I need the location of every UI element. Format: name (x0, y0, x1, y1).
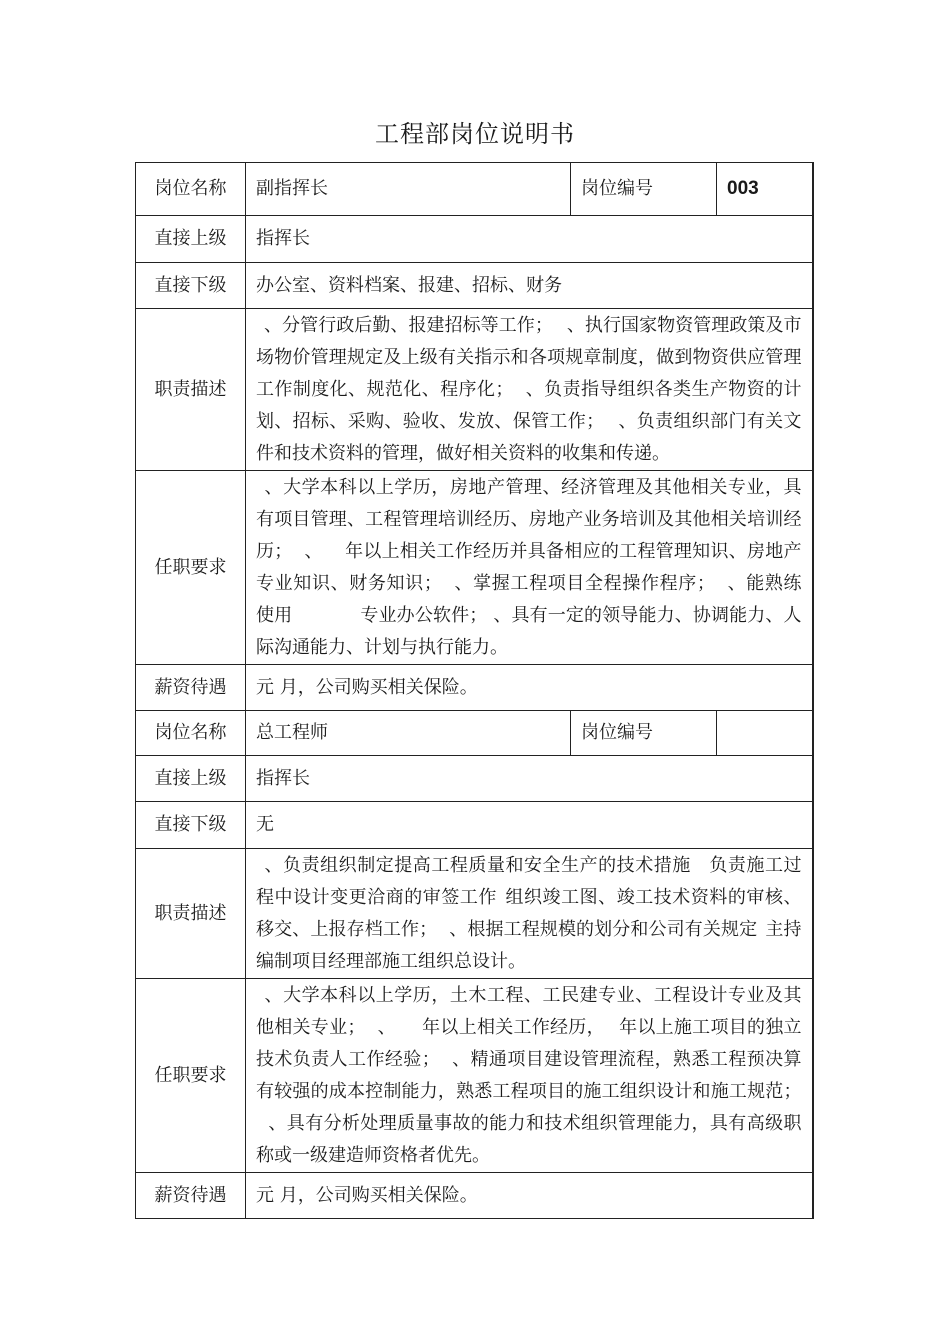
row-subordinate-1 (136, 263, 813, 309)
requirement-item: 年以上相关工作经历并具备相应的工程管理知识、房地产专业知识、财务知识； (256, 540, 802, 594)
row-duties-2 (136, 849, 813, 979)
post-code-value (717, 711, 813, 756)
label-salary: 薪资待遇 (136, 665, 246, 711)
superior-value: 指挥长 (246, 756, 813, 802)
duty-item: 、分管行政后勤、报建招标等工作； (264, 314, 553, 336)
requirements-text (246, 471, 813, 665)
duty-item: 、负责组织制定提高工程质量和安全生产的技术措施 (264, 854, 691, 876)
row-post-name-1 (136, 163, 813, 216)
row-requirements-1 (136, 471, 813, 665)
row-salary-2 (136, 1173, 813, 1219)
duties-text (246, 309, 813, 471)
subordinate-value: 办公室、资料档案、报建、招标、财务 (246, 263, 813, 309)
label-post-code: 岗位编号 (571, 711, 717, 756)
label-duties: 职责描述 (136, 309, 246, 471)
label-duties: 职责描述 (136, 849, 246, 979)
salary-value: 元 月，公司购买相关保险。 (246, 1173, 813, 1219)
requirement-item: 、大学本科以上学历，房地产管理、经济管理及其他相关专业，具有项目管理、工程管理培训经历、房地产业务培训及其他相关培训经历； (256, 476, 802, 562)
label-superior: 直接上级 (136, 756, 246, 802)
label-post-code: 岗位编号 (571, 163, 717, 216)
requirements-text (246, 979, 813, 1173)
requirement-item: 、具有分析处理质量事故的能力和技术组织管理能力，具有高级职称或一级建造师资格者优先。 (256, 1112, 802, 1166)
duty-item: 组织竣工图、竣工技术资料的审核、移交、上报存档工作； (256, 886, 802, 940)
requirement-item: 、大学本科以上学历，土木工程、工民建专业、工程设计专业及其他相关专业； (256, 984, 802, 1038)
post-name-value: 总工程师 (246, 711, 571, 756)
duty-item: 主持编制项目经理部施工组织总设计。 (256, 918, 802, 972)
duty-item: 、负责组织部门有关文件和技术资料的管理，做好相关资料的收集和传递。 (256, 410, 802, 464)
superior-value: 指挥长 (246, 216, 813, 263)
post-code-value: 003 (717, 163, 813, 216)
salary-value: 元 月，公司购买相关保险。 (246, 665, 813, 711)
duty-item: 、负责指导组织各类生产物资的计划、招标、采购、验收、发放、保管工作； (256, 378, 802, 432)
row-post-name-2 (136, 711, 813, 756)
requirement-item: 、精通项目建设管理流程，熟悉工程预决算有较强的成本控制能力，熟悉工程项目的施工组织设计和施工规范； (256, 1048, 802, 1102)
requirement-item: 、 (377, 1016, 396, 1038)
requirement-item: 、 (304, 540, 323, 562)
row-duties-1 (136, 309, 813, 471)
row-requirements-2 (136, 979, 813, 1173)
label-requirements: 任职要求 (136, 471, 246, 665)
document-title: 工程部岗位说明书 (375, 120, 575, 148)
label-post-name: 岗位名称 (136, 163, 246, 216)
post-name-value: 副指挥长 (246, 163, 571, 216)
job-description-table (135, 162, 814, 1219)
row-subordinate-2 (136, 802, 813, 849)
row-salary-1 (136, 665, 813, 711)
label-salary: 薪资待遇 (136, 1173, 246, 1219)
label-post-name: 岗位名称 (136, 711, 246, 756)
duty-item: 、执行国家物资管理政策及市场物价管理规定及上级有关指示和各项规章制度，做到物资供应管理工作制度化、规范化、程序化； (256, 314, 802, 400)
requirement-item: 、具有一定的领导能力、协调能力、人际沟通能力、计划与执行能力。 (256, 604, 802, 658)
requirement-item: 专业办公软件； (360, 604, 488, 626)
duty-item: 负责施工过程中设计变更洽商的审签工作 (256, 854, 802, 908)
label-subordinate: 直接下级 (136, 802, 246, 849)
row-superior-2 (136, 756, 813, 802)
duty-item: 、根据工程规模的划分和公司有关规定 (449, 918, 758, 940)
duties-text (246, 849, 813, 979)
requirement-item: 、能熟练使用 (256, 572, 802, 626)
row-superior-1 (136, 216, 813, 263)
requirement-item: 年以上相关工作经历， (421, 1016, 605, 1038)
requirement-item: 、掌握工程项目全程操作程序； (453, 572, 715, 594)
requirement-item: 年以上施工项目的独立技术负责人工作经验； (256, 1016, 802, 1070)
label-subordinate: 直接下级 (136, 263, 246, 309)
label-requirements: 任职要求 (136, 979, 246, 1173)
subordinate-value: 无 (246, 802, 813, 849)
label-superior: 直接上级 (136, 216, 246, 263)
